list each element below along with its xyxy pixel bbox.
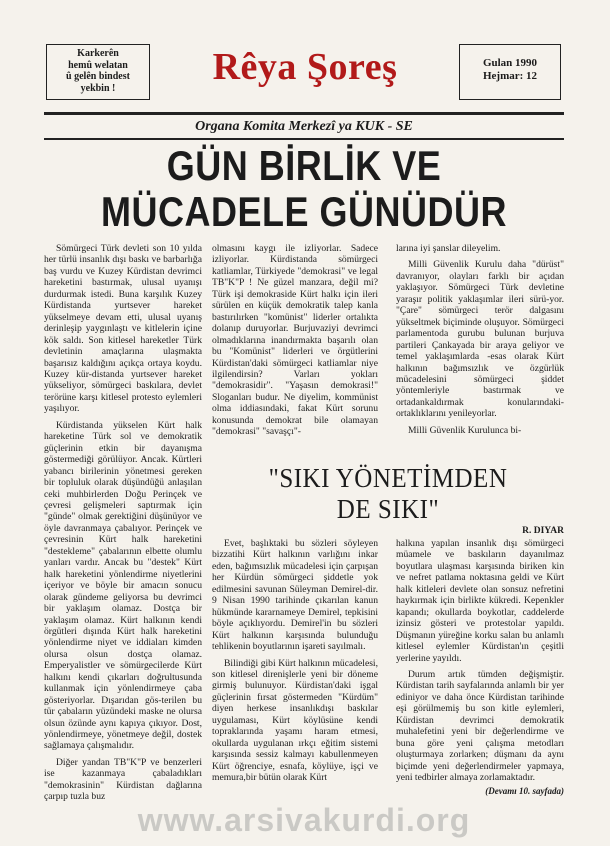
main-headline: [44, 143, 564, 235]
article-paragraph: Diğer yandan TB"K"P ve benzerleri ise kazanmaya çabaladıkları "demokrasinin" Kürdistan dağlarına çarpıp tuzla buz: [44, 756, 202, 803]
article-paragraph: Bilindiği gibi Kürt halkının mücadelesi, son kitlesel direnişlerle yeni bir döneme girmiş bulunuyor. Kürdistan'daki işgal güçlerinin fırsat göstermeden "Kürdüm" diyen herkese insanlıkdışı baskılar uygulaması, Kürt köylüsüne kendi topraklarında yaşamı haram etmesi, okullarda uygulanan ırkçı eğitim sistemi karşısında sessiz kalmayı kabullenmeyen Kürt öğrenciye, esnafa, köylüye, işçi ve memura,bir bütün olarak Kürt: [212, 657, 378, 784]
article-paragraph: halkına yapılan insanlık dışı sömürgeci müamele ve baskıların dayanılmaz boyutlara ulaşması karşısında biriken kin ve nefret patlama noktasına geldi ve Kürt halk kitleleri devlete olan sonsuz nefretini haykırmak için birlikte kükredi. Kepenkler kapandı; okullarda boykotlar, caddelerde izinsiz gösteri ve protestolar yapıldı. Düşmanın yüreğine korku salan bu anlamlı kitlesel eylemler Kürdistan'ın çeşitli yerlerine yayıldı.: [396, 538, 564, 664]
secondary-headline: [212, 463, 564, 526]
headline-line: "SIKI YÖNETİMDEN: [268, 464, 508, 494]
article-paragraph: olmasını kaygı ile izliyorlar. Sadece izliyorlar. Kürdistanda sömürgeci katliamlar, Türkiyede "demokrasi" ve legal TB"K"P ! Ne güzel manzara, değil mi? Türk işi demokraside Kürt halkı için ileri sürülen en küçük demokratik talep kanla bastırılırken "komünist" liderler ortalıkta dolanıp duruyorlar. Burjuvaziyi devrimci olmadıklarına inandırmakta başarılı olan bu "Komünist" liderleri ve örgütlerini Kürdistan'daki sömürgeci katliamlar niye ilgilendirsin? Varları yokları "demokrasidir". "Yaşasın demokrasi!" Sloganları budur. Ne diyelim, kommünist olma iddiasındaki, fakat Kürt sorunu konusunda demokrat bile olamayan "demokrasi" "savaşçı"-: [212, 243, 378, 438]
masthead-rule-bottom: [44, 138, 564, 140]
continued-note: (Devamı 10. sayfada): [485, 786, 564, 796]
author-byline: R. DIYAR: [522, 526, 564, 536]
article-paragraph: Durum artık tümden değişmiştir. Kürdistan tarih sayfalarında anlamlı bir yer ediniyor ve daha önce Kürdistan tarihinde eşi görülmemiş bu son kitle eylemleri, Kürdistan devrimci demokratik muhalefetini yeni bir değerlendirme ve buna göre yeni çalışma metodları oluşturmaya zorlarken; düşmanı da aynı biçimde yeni değerlendirmeler yapmaya, yeni tedbirler almaya zorlamaktadır.: [396, 668, 564, 784]
slogan-box: [46, 44, 150, 100]
slogan-line: hemû welatan: [68, 59, 128, 71]
article-paragraph: Milli Güvenlik Kurulu daha "dürüst" davranıyor, olayları farklı bir açıdan yaklaşıyor. Sömürgeci Türk devletine yaraşır politik yaklaşımlar ileri sürü-yor. "Çare" sömürgeci terör dalgasını yükseltmek biçiminde oluşuyor. Sömürgeci parlamentoda gurubu bulunan burjuva partileri Çankayada bir araya geliyor ve temel yaklaşımlarda -esas olarak Kürt halkının bağımsızlık ve özgürlük mücadelesini sömürgeci şiddet yöntemleriyle bastırmak ve ortadankaldırmak konularındaki- ortaklıklarını yenileyorlar.: [396, 259, 564, 420]
article-paragraph: larına iyi şanslar dileyelim.: [396, 243, 501, 254]
article-column: [396, 243, 564, 441]
article-paragraph: Milli Güvenlik Kurulunca bi-: [408, 424, 522, 436]
article-column: [44, 243, 202, 808]
article-paragraph: Evet, başlıktaki bu sözleri söyleyen bizzatihi Kürt halkının varlığını inkar eden, bağımsızlık mücadelesi için çarpışan her Kürdün sömürgeci şiddetle yok edilmesini savunan Süleyman Demirel-dir. 9 Nisan 1990 tarihinde çıkarılan kanun hükmünde kararnameye Demirel, tepkisini böyle açıklıyordu. Demirel'in bu sözleri Kürt halkının karşısında bulunduğu tehlikenin boyutlarının işareti sayılmalı.: [212, 538, 378, 653]
masthead-subtitle: Organa Komita Merkezî ya KUK - SE: [195, 119, 413, 134]
article-column: [212, 538, 378, 789]
headline-line: GÜN BİRLİK VE: [166, 141, 442, 189]
article-column: [396, 538, 564, 789]
slogan-line: yekbin !: [80, 82, 116, 94]
slogan-line: û gelên bindest: [66, 71, 130, 82]
masthead-rule-top: [44, 112, 564, 115]
article-paragraph: Sömürgeci Türk devleti son 10 yılda her türlü insanlık dışı baskı ve barbarlığa baş vurdu ve Kuzey Kürdistan devrimci hareketini bastırmak, ulusal uyanışı durdurmak istedi. Buna karşılık Kuzey Kürdistanda yurtsever hareket yükselmeye devam etti, ulusal uyanış derinleşip yaygınlaştı ve kitlelerin içine kök saldı. Son kitlesel hareketler Türk devletinin amaçlarına ulaşmakta başarısız kaldığını açıkça ortaya koydu. Kuzey kür-distanda yurtsever hareket yükseliyor, sömürgeci baskılara, devlet terörüne karşı kitlesel protesto eylemleri yaşılıyor.: [44, 243, 202, 415]
issue-box: [459, 44, 561, 100]
slogan-line: Karkerên: [77, 48, 119, 59]
headline-line: DE SIKI": [336, 495, 440, 525]
headline-line: MÜCADELE GÜNÜDÜR: [101, 187, 507, 235]
article-paragraph: Kürdistanda yükselen Kürt halk hareketine Türk sol ve demokratik güçlerinin etkin bir dayanışma göstermediği görülüyor. Ancak. Kürtleri yabancı birilerinin yönetmesi gereken bir topluluk olarak düşündüğü anlaşılan ceki muhbirlerden Doğu Perinçek ve çevresi gelişmeleri saptırmak için "günde" olmak gerektiğini düşünüyor ve öyle davranmaya çabalıyor. Perinçek ve çevresinin Kürt halk hareketini "destekleme" çabalarının elbette olumlu yanları vardır. Ancak bu "destek" Kürt halk hareketini yönlendirme niyetlerini içeriyor ve böyle bir amacın sonucu olarak gündeme geliyorsa bu devrimci bir yaklaşım olamaz. Dostça bir yaklaşım olamaz. Kürt halkının kendi örgütleri dışında Kürt halk hareketini yönlendirme niyet ve iddiaları kimden olursa olsun dostça olamaz. Emperyalistler ve sömürgecilerde Kürt halkını kendi çıkarları doğrultusunda kullanmak için yönlendirmeye çaba gösteriyorlar. Dışarıdan gös-terilen bu tür çabaların yüzündeki maske ne olursa olsun özünde aynı kapıya çıkıyor. Dost, yönlendirmeye, yönetmeye değil, dostek sağlamaya çalışmalıdır.: [44, 419, 202, 752]
article-column: [212, 243, 378, 443]
issue-number: Hejmar: 12: [482, 70, 538, 82]
archive-watermark: www.arsivakurdi.org: [137, 802, 471, 838]
issue-date: Gulan 1990: [482, 57, 538, 69]
masthead-title: Rêya Şoreş: [212, 46, 398, 88]
